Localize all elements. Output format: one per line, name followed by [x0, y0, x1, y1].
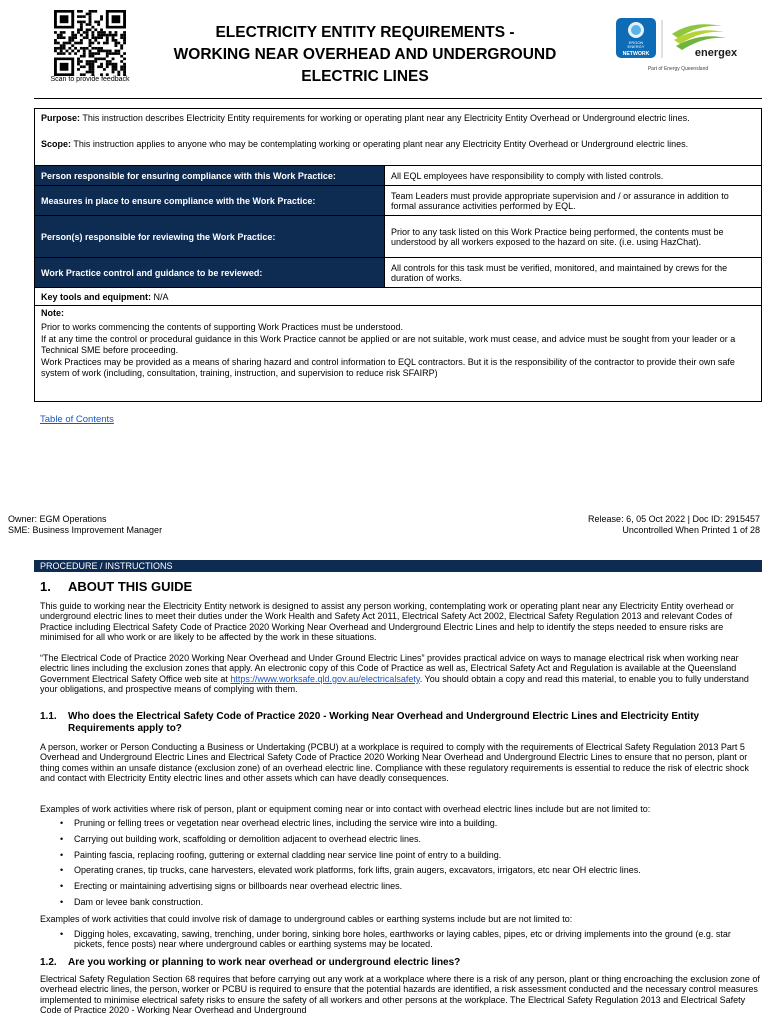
key-tools-row — [35, 287, 761, 306]
footer-sme-text: SME: Business Improvement Manager — [8, 525, 163, 535]
section-1-para-2 — [40, 653, 760, 695]
document-title — [150, 22, 580, 88]
qr-code — [54, 10, 126, 76]
list-item-text: Painting fascia, replacing roofing, guttering or external cladding near service line point of entry to a building. — [74, 849, 502, 860]
footer-owner-text: Owner: EGM Operations — [8, 514, 107, 524]
logo-text-energy: ENERGY — [627, 44, 645, 49]
key-tools-label: Key tools and equipment: — [41, 291, 152, 302]
list-item: • Carrying out building work, scaffolding or demolition adjacent to overhead electric lines. — [60, 833, 422, 844]
table-row — [35, 185, 761, 216]
key-tools-value: N/A — [151, 291, 169, 302]
row-value: Prior to any task listed on this Work Practice being performed, the contents must be understood by all workers exposed to the hazard on site. (i.e. using HazChat). — [391, 226, 724, 247]
section-1-2-para-1: Electrical Safety Regulation Section 68 requires that before carrying out any work at a workplace where there is a risk of any person, plant or thing encroaching the exclusion zone of overhead electric lines, the person, worker or PCBU is required to ensure that the potential hazards are identified, a risk assessment conducted and the necessary control measures implemented to minimise electrical safety risks to ensure the safety of all workers and other persons at the workplace. The Electrical Safety Regulation 2013 and Electrical Safety Code of Practice 2020 - Working Near Overhead and Underground — [40, 974, 760, 1016]
logo-text-ergon: ERGON — [628, 40, 644, 45]
row-label: Work Practice control and guidance to be reviewed: — [35, 258, 385, 288]
section-1-1-para-2: Examples of work activities where risk of person, plant or equipment coming near or into contact with overhead electric lines include but are not limited to: — [40, 804, 651, 814]
ergon-energex-logo — [612, 14, 762, 66]
footer-owner — [8, 514, 162, 536]
scope-label: Scope: — [41, 139, 72, 149]
activity-list — [40, 818, 760, 913]
title-line-2: WORKING NEAR OVERHEAD AND UNDERGROUND — [173, 46, 557, 63]
note-line: If at any time the control or procedural guidance in this Work Practice cannot be applied or are not suitable, work must cease, and advice must be sought from your leader or a Technical SME before proceeding. — [41, 334, 736, 355]
section-1-2-number: 1.2. — [40, 957, 57, 968]
list-item: • Painting fascia, replacing roofing, guttering or external cladding near service line point of entry to a building. — [60, 849, 502, 860]
underground-list — [40, 929, 760, 955]
list-item-text: Operating cranes, tip trucks, cane harvesters, elevated work platforms, fork lifts, grain augers, excavators, irrigators, etc near OH electric lines. — [74, 865, 641, 876]
list-item-text: Digging holes, excavating, sawing, trenching, under boring, sinking bore holes, earthworks or laying cables, pipes, etc or driving implements into the ground (e.g. star pickets, fence posts) near where underground cables or earthing systems may be located. — [74, 929, 731, 950]
logo-text-network: NETWORK — [622, 51, 650, 57]
footer-release — [588, 514, 760, 536]
section-1-1-heading — [40, 711, 760, 735]
list-item: • Erecting or maintaining advertising signs or billboards near overhead electric lines. — [60, 881, 403, 892]
note-content — [35, 306, 761, 378]
row-label: Person(s) responsible for reviewing the Work Practice: — [35, 216, 385, 258]
scope-text: This instruction applies to anyone who may be contemplating working or operating plant near any Electricity Entity Overhead or Underground electric lines. — [71, 139, 689, 149]
section-bar: PROCEDURE / INSTRUCTIONS — [34, 560, 762, 572]
list-item-text: Carrying out building work, scaffolding or demolition adjacent to overhead electric lines. — [74, 833, 422, 844]
section-1-number: 1. — [40, 579, 51, 594]
section-1-1-title: Who does the Electrical Safety Code of Practice 2020 - Working Near Overhead and Underground Electric Lines and Electricity Entity Requirements apply to? — [68, 711, 700, 734]
section-1-heading — [40, 579, 760, 594]
purpose-paragraph — [41, 113, 751, 124]
row-value: All EQL employees have responsibility to comply with listed controls. — [391, 170, 664, 181]
list-item-text: Erecting or maintaining advertising signs or billboards near overhead electric lines. — [74, 881, 403, 892]
section-1-1-para-3: Examples of work activities that could involve risk of damage to underground cables or earthing systems include but are not limited to: — [40, 914, 573, 924]
section-1-1-para-1: A person, worker or Person Conducting a Business or Undertaking (PCBU) at a workplace is required to comply with the requirements of Electrical Safety Regulation 2013 Part 5 Overhead and Underground Electric Lines and Electrical Safety Code of Practice 2020 Working Near Overhead and Underground Electric Lines to ensure that no person, plant or thing comes within an unsafe distance (exclusion zone) of an overhead electric line. Compliance with these regulatory requirements is essential to reduce the risk of electric shock and contact with Electricity Entity electric lines and other assets which can have deadly consequences. — [40, 742, 749, 784]
electrical-safety-link[interactable]: https://www.worksafe.qld.gov.au/electricalsafety — [230, 673, 420, 684]
note-label: Note: — [41, 308, 64, 318]
purpose-label: Purpose: — [41, 113, 81, 123]
list-item: • Operating cranes, tip trucks, cane harvesters, elevated work platforms, fork lifts, grain augers, excavators, irrigators, etc near OH electric lines. — [60, 865, 641, 876]
purpose-text: This instruction describes Electricity Entity requirements for working or operating plant near any Electricity Entity Overhead or Underground electric lines. — [80, 113, 690, 123]
table-row — [35, 165, 761, 186]
section-1-title: ABOUT THIS GUIDE — [68, 579, 193, 594]
table-row — [35, 215, 761, 258]
work-practice-info-box — [34, 108, 762, 402]
row-label: Person responsible for ensuring compliance with this Work Practice: — [35, 166, 385, 186]
table-of-contents-link[interactable]: Table of Contents — [40, 414, 114, 425]
title-line-3: ELECTRIC LINES — [301, 68, 429, 85]
list-item: • Digging holes, excavating, sawing, trenching, under boring, sinking bore holes, earthworks or laying cables, pipes, etc or driving implements into the ground (e.g. star pickets, fence posts) near where underground cables or earthing systems may be located. — [60, 929, 731, 950]
row-value: Team Leaders must provide appropriate supervision and / or assurance in addition to formal assurance activities performed by EQL. — [391, 190, 729, 211]
row-label: Measures in place to ensure compliance with the Work Practice: — [35, 186, 385, 216]
list-item: • Pruning or felling trees or vegetation near overhead electric lines, including the service wire into a building. — [60, 818, 498, 828]
qr-caption: Scan to provide feedback — [50, 76, 130, 83]
logo-caption: Part of Energy Queensland — [647, 66, 709, 72]
footer-printed-text: Uncontrolled When Printed 1 of 28 — [622, 525, 760, 535]
para-text: “The Electrical Code of Practice 2020 Working Near Overhead and Under Ground Electric Lines” provides practical advice on ways to manage electrical risk when working near electric lines including the exclusion zones that apply. An electronic copy of this Code of Practice as well as, Electrical Safety Act and Regulation is available at the Queensland Government Electrical Safety Office web site at — [40, 653, 739, 684]
list-item-text: Dam or levee bank construction. — [74, 896, 204, 907]
note-line: Work Practices may be provided as a means of sharing hazard and control information to EQL contractors. But it is the responsibility of the contractor to provide their own safe system of work (including, consultation, training, instruction, and supervision to reduce risk SFAIRP) — [41, 357, 735, 378]
title-line-1: ELECTRICITY ENTITY REQUIREMENTS - — [215, 24, 515, 41]
para-text: . You should obtain a copy and read this material, to enable you to fully understand your obligations, and prospective means of complying with them. — [40, 673, 749, 695]
section-1-para-1: This guide to working near the Electricity Entity network is designed to assist any person working, contemplating work or operating plant near any Electricity Entity overhead or underground electric lines to meet their duties under the Work Health and Safety Act 2011, Electrical Safety Act 2002, Electrical Safety Regulation 2013 and relevant Codes of Practice including Electrical Safety Code of Practice 2020 Working Near Overhead and Underground Electric Lines and help to identify the steps needed to ensure risks are minimised for all who work or are likely to be affected by the work in these situations. — [40, 601, 734, 643]
table-row — [35, 257, 761, 288]
section-1-1-number: 1.1. — [40, 711, 57, 722]
list-item-text: Pruning or felling trees or vegetation near overhead electric lines, including the service wire into a building. — [74, 818, 498, 828]
key-tools — [35, 292, 169, 303]
row-value: All controls for this task must be verified, monitored, and maintained by crews for the duration of works. — [391, 262, 728, 283]
section-1-2-title: Are you working or planning to work near overhead or underground electric lines? — [68, 957, 461, 968]
logo-text-energex: energex — [694, 47, 738, 59]
scope-paragraph — [41, 139, 751, 150]
note-section — [35, 305, 761, 402]
list-item: • Dam or levee bank construction. — [60, 896, 204, 907]
note-line: Prior to works commencing the contents of supporting Work Practices must be understood. — [41, 321, 403, 332]
header-divider — [34, 98, 762, 99]
footer-release-text: Release: 6, 05 Oct 2022 | Doc ID: 2915457 — [588, 514, 760, 524]
section-1-2-heading — [40, 957, 760, 969]
